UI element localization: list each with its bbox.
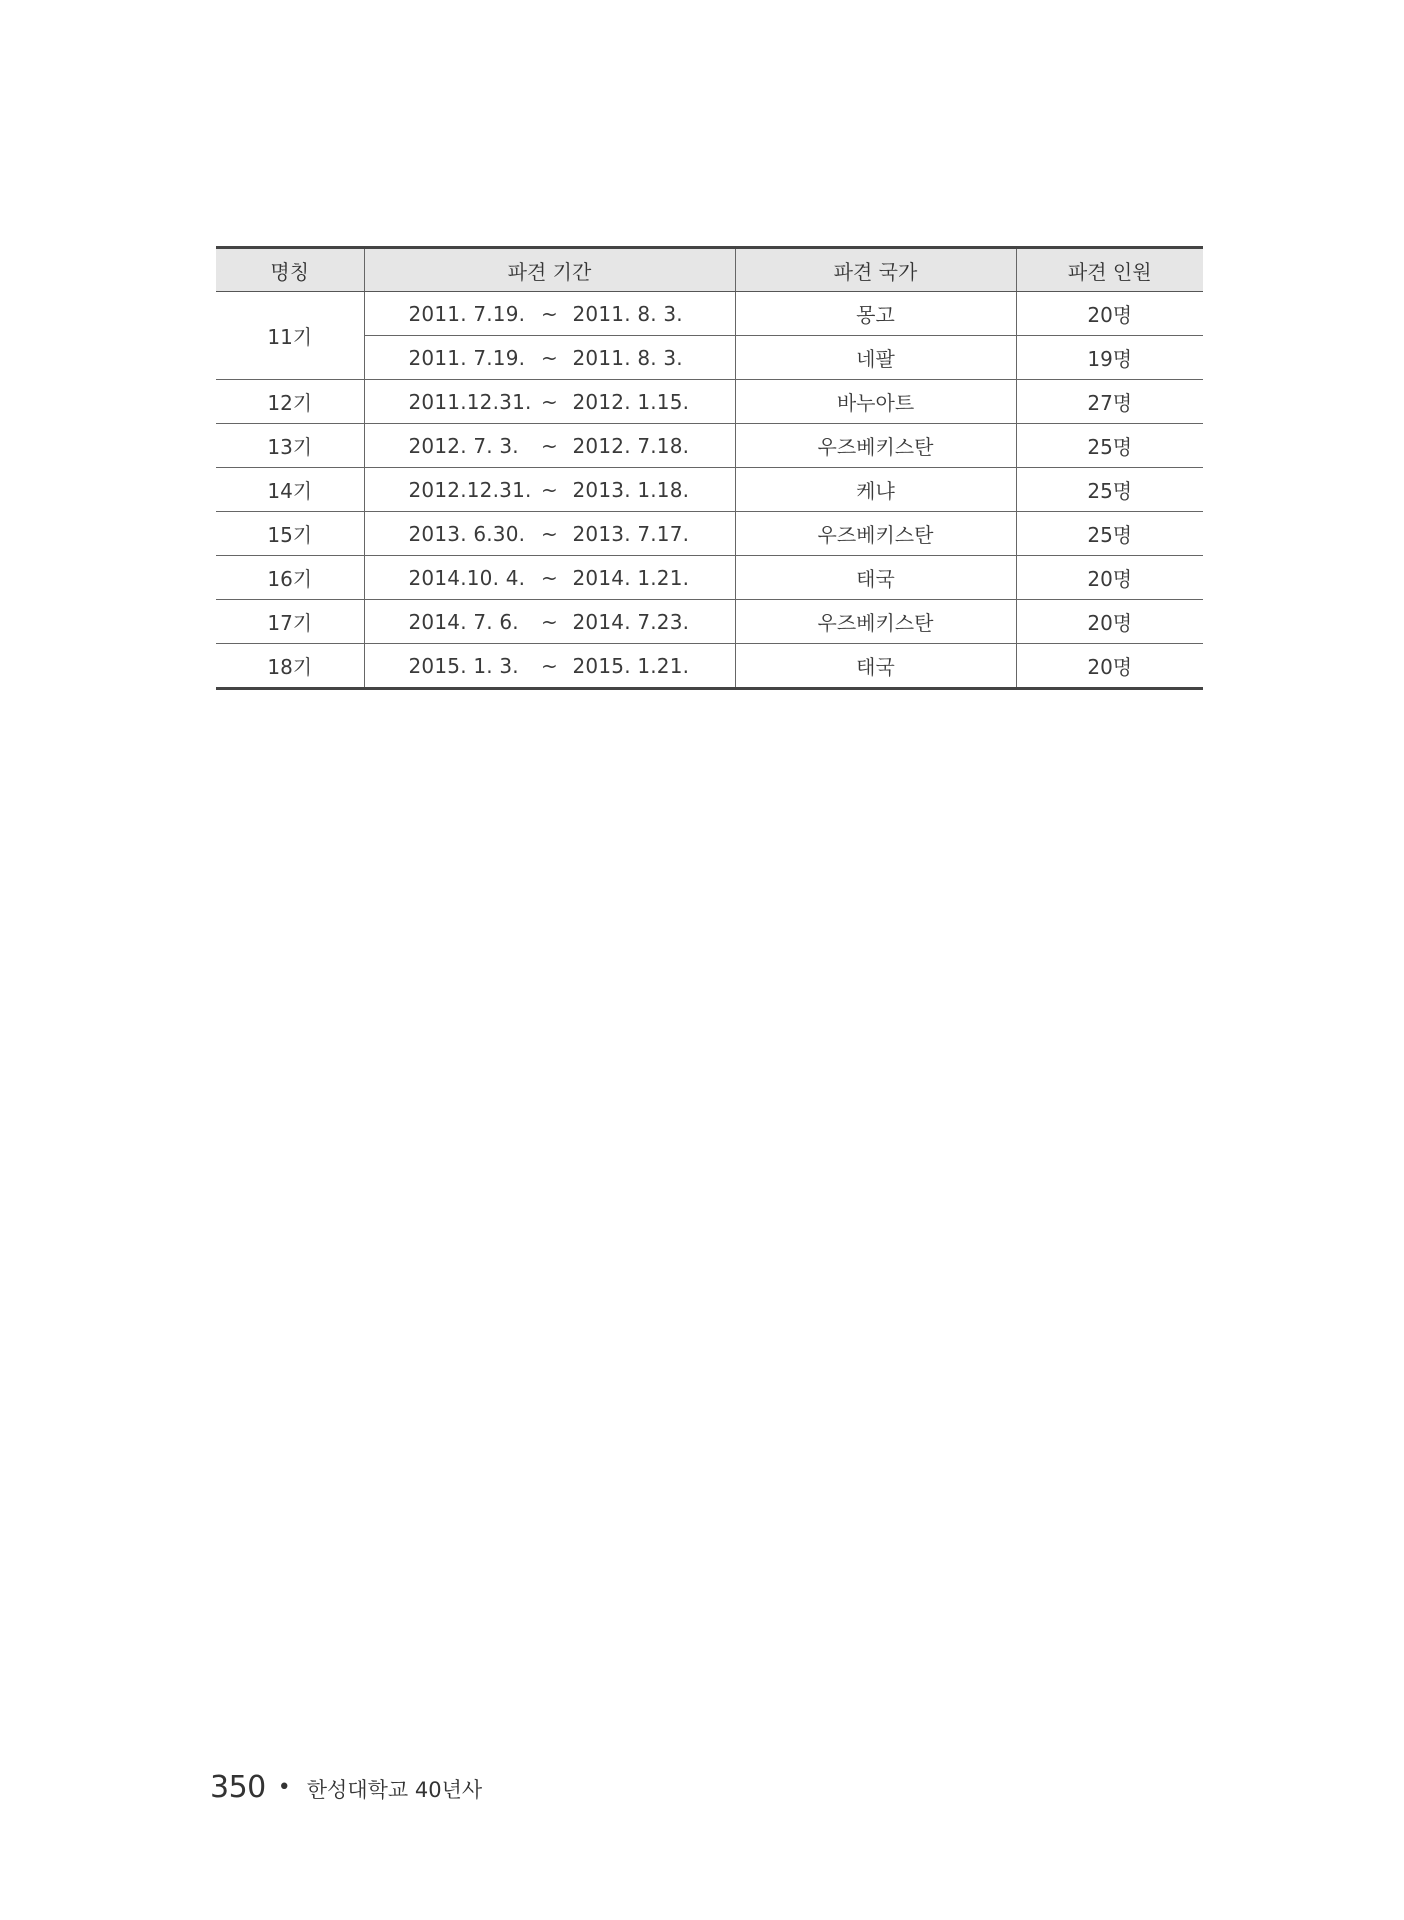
page-footer: [210, 1770, 482, 1805]
country-cell: 네팔: [735, 336, 1016, 380]
people-cell: 20명: [1016, 556, 1203, 600]
table-row: [216, 600, 1203, 644]
period-separator: ~: [541, 477, 558, 502]
cohort-cell: 12기: [216, 380, 364, 424]
period-cell: [364, 468, 735, 512]
table-row: [216, 424, 1203, 468]
dispatch-table: [216, 246, 1203, 690]
period-end: 2013. 7.17.: [572, 521, 690, 546]
period-separator: ~: [541, 345, 558, 370]
period-end: 2014. 7.23.: [572, 609, 690, 634]
period-separator: ~: [541, 433, 558, 458]
cohort-cell: 13기: [216, 424, 364, 468]
country-cell: 우즈베키스탄: [735, 512, 1016, 556]
table-row: [216, 556, 1203, 600]
period-cell: [364, 292, 735, 336]
period-start: 2013. 6.30.: [408, 521, 526, 546]
people-cell: 27명: [1016, 380, 1203, 424]
table-row: [216, 644, 1203, 689]
period-start: 2012. 7. 3.: [408, 433, 519, 458]
period-start: 2011. 7.19.: [408, 345, 526, 370]
table-row: [216, 292, 1203, 336]
book-title: 한성대학교 40년사: [306, 1778, 483, 1802]
cohort-cell: 18기: [216, 644, 364, 689]
cohort-cell: 17기: [216, 600, 364, 644]
header-period: 파견 기간: [364, 248, 735, 292]
period-end: 2014. 1.21.: [572, 565, 690, 590]
country-cell: 태국: [735, 556, 1016, 600]
period-cell: [364, 644, 735, 689]
period-cell: [364, 380, 735, 424]
period-end: 2012. 7.18.: [572, 433, 690, 458]
header-row: [216, 248, 1203, 292]
page-number: 350: [210, 1770, 266, 1805]
period-cell: [364, 556, 735, 600]
period-end: 2013. 1.18.: [572, 477, 690, 502]
people-cell: 20명: [1016, 600, 1203, 644]
cohort-cell: 15기: [216, 512, 364, 556]
period-separator: ~: [541, 609, 558, 634]
period-cell: [364, 512, 735, 556]
period-start: 2012.12.31.: [408, 477, 532, 502]
period-cell: [364, 424, 735, 468]
period-separator: ~: [541, 653, 558, 678]
country-cell: 태국: [735, 644, 1016, 689]
table-row: [216, 380, 1203, 424]
table-body: [216, 292, 1203, 689]
bullet-separator: •: [277, 1775, 291, 1800]
period-separator: ~: [541, 389, 558, 414]
people-cell: 25명: [1016, 512, 1203, 556]
header-people: 파견 인원: [1016, 248, 1203, 292]
people-cell: 25명: [1016, 468, 1203, 512]
people-cell: 19명: [1016, 336, 1203, 380]
period-start: 2014. 7. 6.: [408, 609, 519, 634]
period-separator: ~: [541, 521, 558, 546]
period-start: 2015. 1. 3.: [408, 653, 519, 678]
country-cell: 케냐: [735, 468, 1016, 512]
table-row: [216, 468, 1203, 512]
people-cell: 20명: [1016, 644, 1203, 689]
country-cell: 바누아트: [735, 380, 1016, 424]
period-start: 2011.12.31.: [408, 389, 532, 414]
period-start: 2014.10. 4.: [408, 565, 526, 590]
cohort-cell: 16기: [216, 556, 364, 600]
table-row: [216, 336, 1203, 380]
cohort-cell: 11기: [216, 292, 364, 380]
people-cell: 25명: [1016, 424, 1203, 468]
period-cell: [364, 336, 735, 380]
period-end: 2015. 1.21.: [572, 653, 690, 678]
cohort-cell: 14기: [216, 468, 364, 512]
period-end: 2011. 8. 3.: [572, 301, 683, 326]
period-end: 2012. 1.15.: [572, 389, 690, 414]
country-cell: 우즈베키스탄: [735, 600, 1016, 644]
period-end: 2011. 8. 3.: [572, 345, 683, 370]
people-cell: 20명: [1016, 292, 1203, 336]
country-cell: 우즈베키스탄: [735, 424, 1016, 468]
header-cohort: 명칭: [216, 248, 364, 292]
table-row: [216, 512, 1203, 556]
period-separator: ~: [541, 301, 558, 326]
period-cell: [364, 600, 735, 644]
header-country: 파견 국가: [735, 248, 1016, 292]
period-separator: ~: [541, 565, 558, 590]
table-header: [216, 248, 1203, 292]
country-cell: 몽고: [735, 292, 1016, 336]
period-start: 2011. 7.19.: [408, 301, 526, 326]
